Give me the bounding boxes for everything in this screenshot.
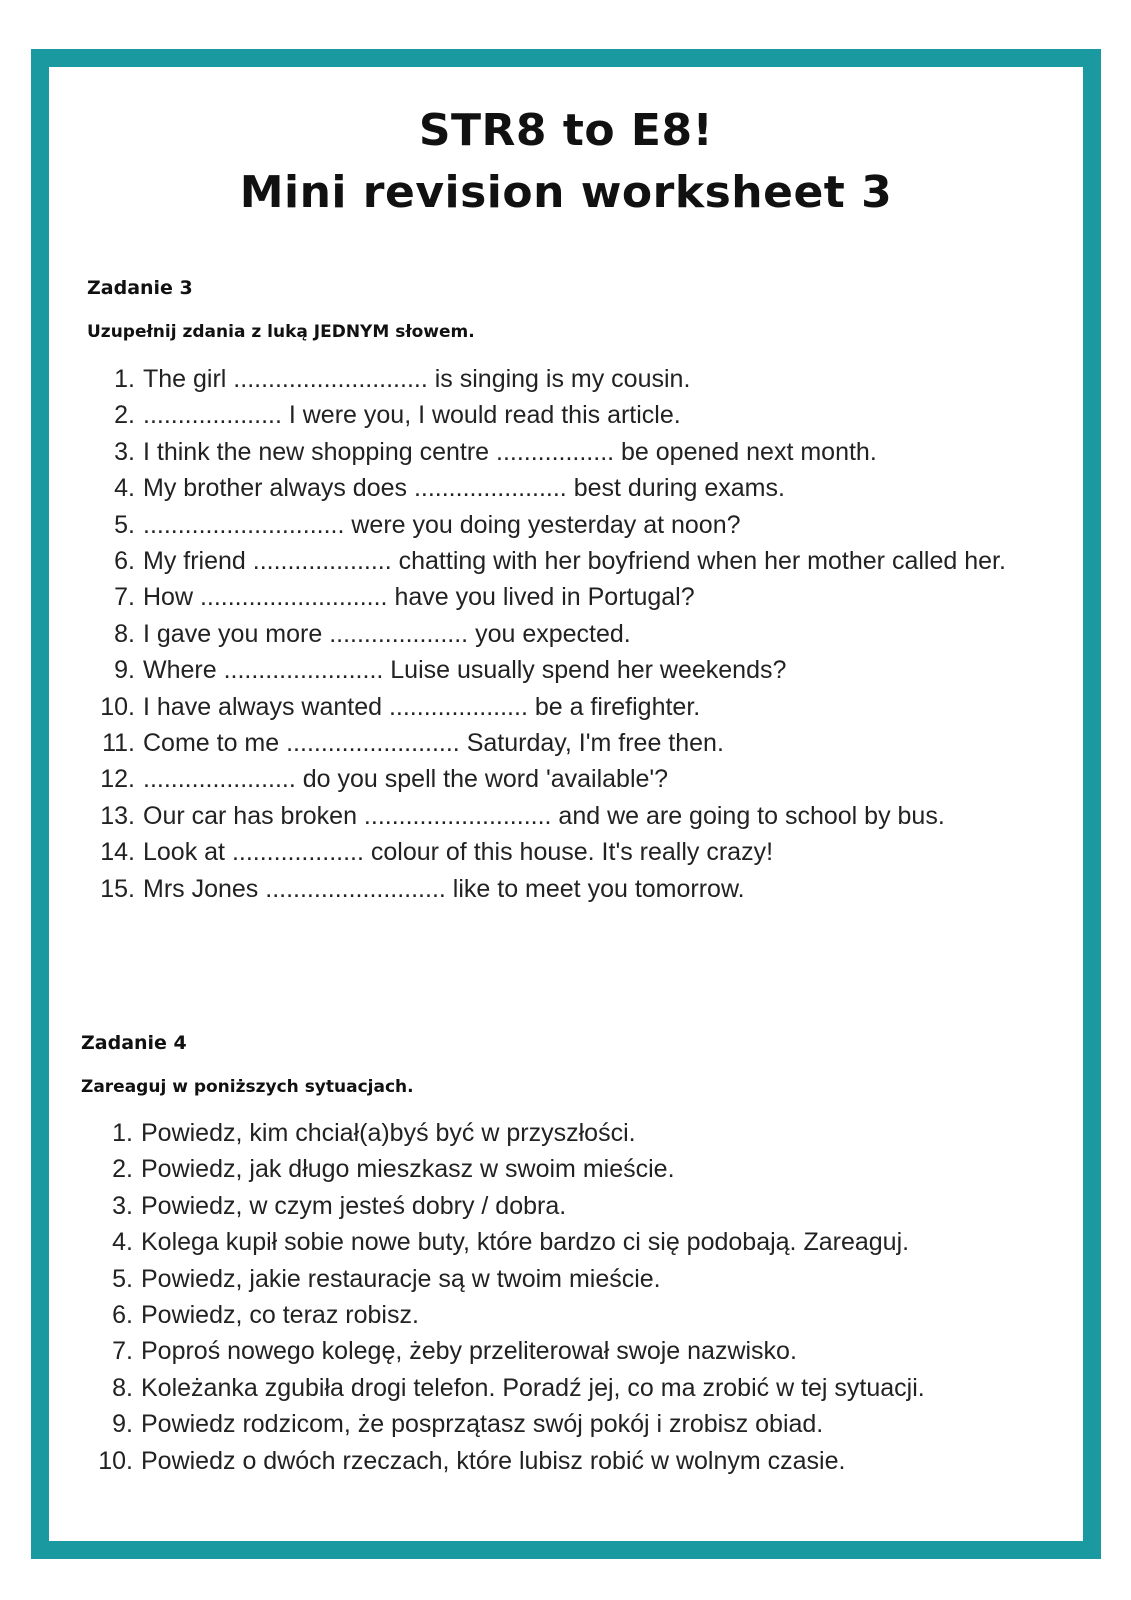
list-item: [47, 1261, 1027, 1297]
item-number: 6.: [112, 1301, 133, 1330]
item-text: ............................. were you doing yesterday at noon?: [143, 510, 741, 539]
list-item: [47, 1443, 1027, 1479]
item-number: 15.: [100, 874, 135, 903]
list-item: [47, 1188, 1027, 1224]
list-item: [49, 834, 1009, 870]
item-number: 5.: [112, 1264, 133, 1293]
item-number: 3.: [114, 437, 135, 466]
list-item: [49, 434, 1009, 470]
list-item: [49, 397, 1009, 433]
item-text: Look at ................... colour of this house. It's really crazy!: [143, 838, 774, 867]
item-text: Where ....................... Luise usually spend her weekends?: [143, 656, 787, 685]
item-text: Mrs Jones .......................... like to meet you tomorrow.: [143, 874, 745, 903]
list-item: [47, 1333, 1027, 1369]
item-number: 1.: [114, 365, 135, 393]
item-text: Poproś nowego kolegę, żeby przeliterował swoje nazwisko.: [141, 1337, 797, 1366]
list-item: [49, 507, 1009, 543]
list-item: [49, 652, 1009, 688]
list-item: [47, 1297, 1027, 1333]
task3-instruction: Uzupełnij zdania z luką JEDNYM słowem.: [87, 322, 475, 342]
item-number: 9.: [114, 656, 135, 685]
item-text: Powiedz rodzicom, że posprzątasz swój pokój i zrobisz obiad.: [141, 1410, 824, 1439]
task4-heading: Zadanie 4: [81, 1032, 187, 1054]
worksheet-frame: [31, 49, 1101, 1559]
list-item: [49, 579, 1009, 615]
item-number: 4.: [112, 1228, 133, 1257]
item-text: ...................... do you spell the word 'available'?: [143, 765, 669, 794]
item-number: 2.: [112, 1155, 133, 1184]
item-text: .................... I were you, I would read this article.: [143, 401, 681, 430]
item-text: Powiedz, jakie restauracje są w twoim mieście.: [141, 1264, 661, 1293]
list-item: [49, 761, 1009, 797]
item-text: I gave you more .................... you expected.: [143, 619, 631, 648]
list-item: [49, 725, 1009, 761]
list-item: [47, 1370, 1027, 1406]
item-number: 10.: [100, 692, 135, 721]
list-item: [47, 1115, 1027, 1151]
item-number: 9.: [112, 1410, 133, 1439]
task3-list: [49, 361, 1009, 907]
item-text: Powiedz, jak długo mieszkasz w swoim mieście.: [141, 1155, 675, 1184]
task3-heading: Zadanie 3: [87, 277, 193, 299]
item-text: Come to me ......................... Saturday, I'm free then.: [143, 729, 724, 758]
item-text: I think the new shopping centre ................. be opened next month.: [143, 437, 877, 466]
item-text: Powiedz, co teraz robisz.: [141, 1301, 419, 1330]
worksheet-subtitle: Mini revision worksheet 3: [239, 167, 893, 218]
task4-list: [47, 1115, 1027, 1479]
item-number: 12.: [100, 765, 135, 794]
item-number: 11.: [102, 729, 135, 758]
item-number: 3.: [112, 1191, 133, 1220]
task4-instruction: Zareaguj w poniższych sytuacjach.: [81, 1077, 414, 1097]
item-number: 6.: [114, 547, 135, 576]
worksheet-title: STR8 to E8!: [418, 105, 714, 156]
item-text: My friend .................... chatting with her boyfriend when her mother called her.: [143, 547, 1006, 576]
item-number: 4.: [114, 474, 135, 503]
item-text: The girl ............................ is singing is my cousin.: [143, 365, 691, 393]
item-number: 10.: [98, 1446, 133, 1475]
list-item: [47, 1151, 1027, 1187]
item-number: 14.: [100, 838, 135, 867]
item-number: 8.: [112, 1373, 133, 1402]
item-number: 13.: [100, 801, 135, 830]
item-number: 2.: [114, 401, 135, 430]
list-item: [49, 871, 1009, 907]
item-text: My brother always does ...................... best during exams.: [143, 474, 785, 503]
item-text: Koleżanka zgubiła drogi telefon. Poradź jej, co ma zrobić w tej sytuacji.: [141, 1373, 925, 1402]
item-number: 7.: [114, 583, 135, 612]
list-item: [49, 361, 1009, 397]
list-item: [49, 616, 1009, 652]
item-number: 5.: [114, 510, 135, 539]
item-text: How ........................... have you lived in Portugal?: [143, 583, 695, 612]
item-text: Powiedz o dwóch rzeczach, które lubisz robić w wolnym czasie.: [141, 1446, 846, 1475]
item-text: Powiedz, w czym jesteś dobry / dobra.: [141, 1191, 567, 1220]
item-text: Our car has broken ........................... and we are going to school by bus.: [143, 801, 945, 830]
list-item: [49, 689, 1009, 725]
list-item: [47, 1224, 1027, 1260]
list-item: [49, 543, 1009, 579]
list-item: [49, 798, 1009, 834]
list-item: [49, 470, 1009, 506]
item-number: 1.: [112, 1119, 133, 1147]
item-text: Kolega kupił sobie nowe buty, które bardzo ci się podobają. Zareaguj.: [141, 1228, 910, 1257]
item-number: 7.: [112, 1337, 133, 1366]
item-text: Powiedz, kim chciał(a)byś być w przyszłości.: [141, 1119, 636, 1147]
item-text: I have always wanted .................... be a firefighter.: [143, 692, 701, 721]
item-number: 8.: [114, 619, 135, 648]
list-item: [47, 1406, 1027, 1442]
